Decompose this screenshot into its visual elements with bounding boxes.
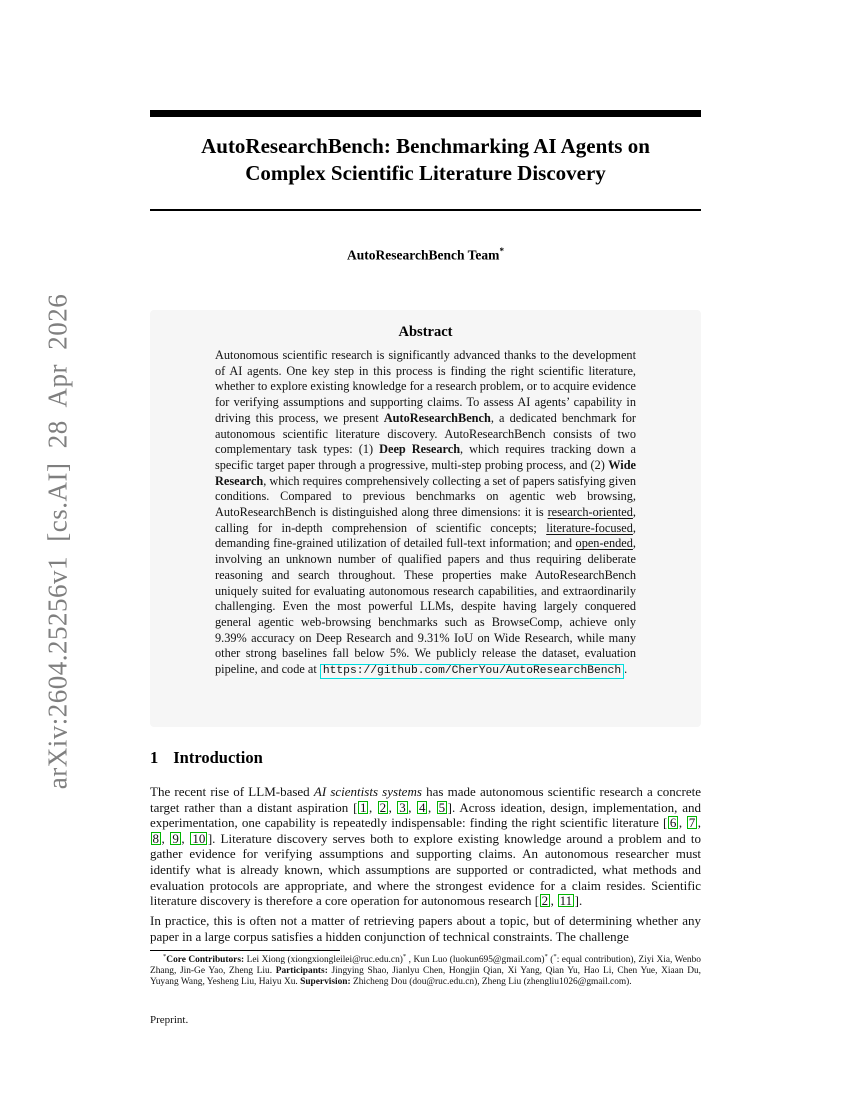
text-run: *: [163, 952, 167, 960]
text-run: , which requires comprehensively collecting a set of papers satisfying given conditions. Compared to previous benchmarks on agentic web browsing, AutoResearchBench is distinguished along three dimensions: it is: [215, 473, 636, 520]
text-run: has made autonomous scientific research a concrete target rather than a distant aspiration [: [150, 784, 701, 815]
citation-ref[interactable]: 2: [379, 799, 387, 815]
citation-ref[interactable]: 7: [688, 815, 696, 831]
text-run: ,: [678, 815, 687, 831]
text-run: Autonomous scientific research is significantly advanced thanks to the development of AI agents. One key step in this process is finding the right scientific literature, whether to explore existing knowledge for a research problem, or to acquire evidence for verifying assumptions and supporting claims. To assess AI agents’ capability in driving this process, we present: [215, 348, 636, 425]
text-run: The recent rise of LLM-based: [150, 784, 314, 799]
section-heading-introduction: [150, 748, 701, 768]
intro-paragraph-1: [150, 784, 701, 909]
text-run: , a dedicated benchmark for autonomous scientific literature discovery. AutoResearchBench consists of two complementary task types: (1): [215, 410, 636, 457]
text-run: open-ended: [575, 536, 633, 551]
text-run: ]. Literature discovery serves both to explore existing knowledge around a problem and to gather evidence for verifying assumptions and supporting claims. An autonomous researcher must identify what is already known, which assumptions are supported or contradicted, what methods and evaluation protocols are appropriate, and where the strongest evidence for a claim resides. Scientific literature discovery is therefore a core operation for autonomous research [: [150, 830, 702, 909]
text-run: Deep Research: [379, 442, 461, 457]
text-run: ,: [697, 815, 701, 831]
text-run: In practice, this is often not a matter of retrieving papers about a topic, but of determining whether any paper in a large corpus satisfies a hidden conjunction of technical constraints. The challenge: [150, 913, 701, 944]
section-number: 1: [150, 748, 159, 767]
footnote-contributors: [150, 952, 701, 988]
citation-ref[interactable]: 3: [399, 799, 406, 815]
abstract-text: [215, 348, 636, 679]
text-run: Jingying Shao, Jianlyu Chen, Hongjin Qian, Xi Yang, Qian Yu, Hao Li, Chen Yue, Xiaan Du, Yuyang Wang, Yesheng Liu, Haiyu Xu.: [150, 965, 701, 987]
abstract-heading: Abstract: [398, 324, 453, 340]
citation-ref[interactable]: 10: [192, 830, 206, 846]
github-repo-link[interactable]: https://github.com/CherYou/AutoResearchBench: [320, 664, 624, 679]
text-run: AI scientists systems: [313, 784, 422, 799]
text-run: : equal contribution), Ziyi Xia, Wenbo Zhang, Jin-Ge Yao, Zheng Liu.: [150, 955, 701, 976]
footnote-rule: [150, 950, 340, 951]
text-run: ,: [161, 830, 170, 846]
text-run: ,: [408, 799, 417, 815]
author-name: AutoResearchBench Team: [347, 247, 500, 263]
author-footnote-mark: *: [499, 246, 504, 256]
text-run: , Kun Luo (luokun695@gmail.com): [406, 955, 545, 965]
text-run: research-oriented: [547, 505, 633, 520]
text-run: Lei Xiong (xiongxiongleilei@ruc.edu.cn): [246, 955, 403, 965]
text-run: ,: [550, 893, 558, 909]
paper-title: [150, 133, 701, 187]
citation-ref[interactable]: 11: [559, 893, 573, 909]
text-run: *: [553, 952, 557, 960]
text-run: , which requires tracking down a specific target paper through a progressive, multi-step probing process, and (2): [215, 442, 636, 472]
citation-ref[interactable]: 1: [359, 799, 367, 815]
title-top-bar: [150, 110, 701, 117]
text-run: Supervision:: [300, 976, 353, 987]
text-run: , calling for in-depth comprehension of scientific concepts;: [215, 505, 636, 535]
abstract-section: [150, 310, 701, 727]
text-run: *: [402, 952, 407, 960]
citation-ref[interactable]: 9: [172, 830, 179, 846]
preprint-label: Preprint.: [150, 1014, 189, 1026]
citation-ref[interactable]: 4: [418, 799, 426, 815]
text-run: (: [547, 955, 554, 965]
text-run: Participants:: [275, 965, 332, 976]
text-run: ].: [574, 893, 583, 909]
paper-title-line1: AutoResearchBench: Benchmarking AI Agents on: [201, 134, 650, 158]
footnote-text: [150, 952, 701, 987]
text-run: ]. Across ideation, design, implementation, and experimentation, one capability is repeatedly indispensable: finding the right scientific literature [: [150, 799, 702, 831]
text-run: Core Contributors:: [166, 955, 247, 965]
text-run: ,: [181, 830, 190, 846]
text-run: , involving an unknown number of qualified papers and thus requiring deliberate reasoning and search throughout. These properties make AutoResearchBench uniquely suited for evaluating autonomous research capabilities, and extraordinarily challenging. Even the most powerful LLMs, despite having largely conquered general agentic web-browsing benchmarks such as BrowseComp, achieve only 9.39% accuracy on Deep Research and 9.31% IoU on Wide Research, while many other strong baselines fall below 5%. We publicly release the dataset, evaluation pipeline, and code at: [215, 536, 636, 677]
text-run: ,: [388, 799, 397, 815]
section-title: Introduction: [173, 748, 263, 767]
text-run: ,: [427, 799, 437, 815]
text-run: ,: [368, 799, 378, 815]
text-run: literature-focused: [546, 520, 633, 535]
text-run: Wide Research: [215, 457, 636, 488]
text-run: .: [624, 662, 628, 677]
title-bottom-rule: [150, 209, 701, 211]
text-run: *: [544, 952, 548, 960]
author-line: [150, 246, 701, 264]
citation-ref[interactable]: 5: [438, 799, 446, 815]
text-run: AutoResearchBench: [383, 410, 491, 425]
citation-ref[interactable]: 2: [541, 893, 549, 909]
citation-ref[interactable]: 6: [669, 815, 677, 831]
arxiv-watermark: arXiv:2604.25256v1 [cs.AI] 28 Apr 2026: [42, 293, 73, 790]
citation-ref[interactable]: 8: [152, 830, 159, 846]
text-run: , demanding fine-grained utilization of detailed full-text information; and: [215, 520, 636, 551]
intro-paragraph-2: [150, 913, 701, 944]
paper-title-line2: Complex Scientific Literature Discovery: [245, 161, 606, 185]
text-run: Zhicheng Dou (dou@ruc.edu.cn), Zheng Liu (zhengliu1026@gmail.com).: [353, 976, 632, 987]
